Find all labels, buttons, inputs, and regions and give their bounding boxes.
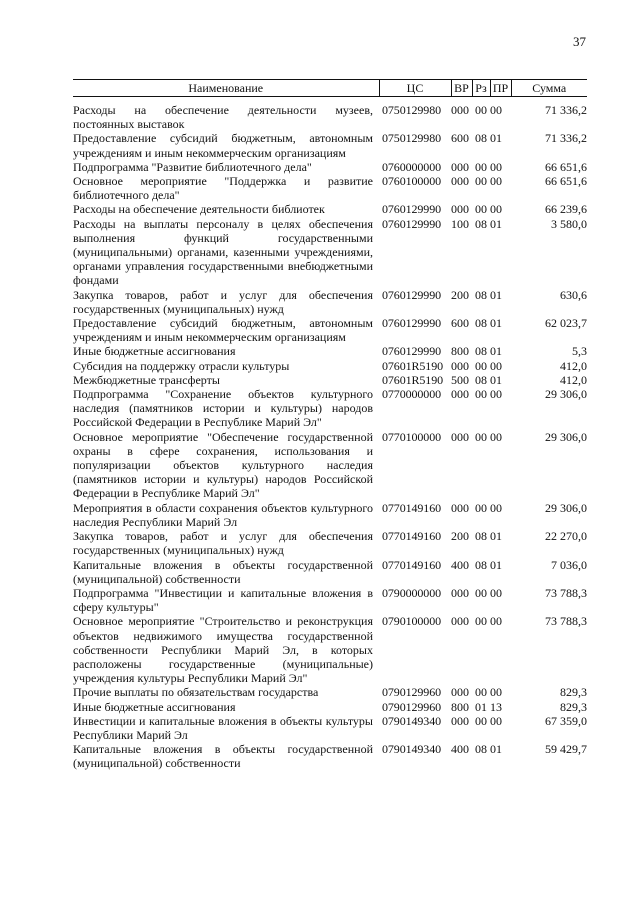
cell-vr: 500 <box>451 372 469 387</box>
cell-cs: 0760129990 <box>382 287 442 302</box>
cell-vr: 800 <box>451 344 469 359</box>
cell-sum: 62 023,7 <box>545 316 587 331</box>
cell-pr: 01 <box>490 316 502 331</box>
cell-sum: 66 239,6 <box>545 202 587 217</box>
cell-cs: 0770000000 <box>382 387 442 402</box>
cell-cs: 0760000000 <box>382 159 442 174</box>
cell-pr: 00 <box>490 685 502 700</box>
cell-pr: 00 <box>490 614 502 629</box>
cell-rz: 08 <box>475 529 487 544</box>
cell-name: Подпрограмма "Развитие библиотечного дела" <box>73 159 312 174</box>
cell-sum: 59 429,7 <box>545 742 587 757</box>
cell-sum: 73 788,3 <box>545 614 587 629</box>
header-vr: ВР <box>451 80 472 97</box>
cell-name: Основное мероприятие "Строительство и реконструкция объектов недвижимого имущества государственной собственности Республики Марий Эл, в которых расположены государственные (муниципальные) учреждения культуры Республики Марий Эл" <box>73 614 373 686</box>
cell-cs: 07601R5190 <box>382 372 444 387</box>
cell-rz: 00 <box>475 500 487 515</box>
table-row <box>73 614 587 685</box>
cell-rz: 00 <box>475 585 487 600</box>
cell-vr: 600 <box>451 316 469 331</box>
cell-cs: 0760129990 <box>382 216 442 231</box>
cell-sum: 66 651,6 <box>545 174 587 189</box>
page-number: 37 <box>573 34 586 49</box>
cell-name: Инвестиции и капитальные вложения в объекты культуры Республики Марий Эл <box>73 713 373 742</box>
cell-name: Подпрограмма "Сохранение объектов культурного наследия (памятников истории и культуры) народов Российской Федерации в Республике Марий Эл" <box>73 387 373 430</box>
table-row <box>73 288 587 316</box>
cell-sum: 3 580,0 <box>551 216 587 231</box>
cell-vr: 000 <box>451 429 469 444</box>
cell-sum: 66 651,6 <box>545 159 587 174</box>
cell-sum: 29 306,0 <box>545 387 587 402</box>
cell-cs: 0770149160 <box>382 500 442 515</box>
cell-cs: 0790149340 <box>382 713 442 728</box>
cell-vr: 000 <box>451 713 469 728</box>
cell-vr: 000 <box>451 159 469 174</box>
cell-rz: 08 <box>475 742 487 757</box>
cell-rz: 00 <box>475 358 487 373</box>
cell-name: Прочие выплаты по обязательствам государства <box>73 685 319 700</box>
cell-pr: 00 <box>490 358 502 373</box>
cell-cs: 0760129990 <box>382 316 442 331</box>
cell-pr: 00 <box>490 174 502 189</box>
header-row <box>73 80 587 97</box>
cell-name: Предоставление субсидий бюджетным, автономным учреждениям и иным некоммерческим организациям <box>73 316 373 345</box>
header-cs: ЦС <box>379 80 451 97</box>
table-row <box>73 714 587 742</box>
table-body <box>73 97 587 771</box>
cell-rz: 00 <box>475 429 487 444</box>
cell-pr: 00 <box>490 585 502 600</box>
cell-sum: 71 336,2 <box>545 103 587 117</box>
cell-name: Иные бюджетные ассигнования <box>73 699 236 714</box>
table-header <box>73 80 587 97</box>
cell-sum: 29 306,0 <box>545 429 587 444</box>
table-row <box>73 344 587 358</box>
cell-rz: 00 <box>475 685 487 700</box>
cell-rz: 08 <box>475 316 487 331</box>
cell-pr: 00 <box>490 713 502 728</box>
cell-cs: 0790000000 <box>382 585 442 600</box>
cell-sum: 29 306,0 <box>545 500 587 515</box>
cell-pr: 01 <box>490 344 502 359</box>
cell-cs: 0790100000 <box>382 614 442 629</box>
cell-pr: 01 <box>490 216 502 231</box>
cell-pr: 00 <box>490 429 502 444</box>
cell-pr: 01 <box>490 529 502 544</box>
table-row <box>73 316 587 344</box>
header-pr: ПР <box>490 80 511 97</box>
cell-vr: 000 <box>451 202 469 217</box>
budget-table-container <box>73 79 587 771</box>
cell-rz: 00 <box>475 713 487 728</box>
cell-name: Расходы на обеспечение деятельности библиотек <box>73 202 325 217</box>
cell-cs: 0770149160 <box>382 529 442 544</box>
header-rz: Рз <box>472 80 490 97</box>
cell-vr: 800 <box>451 699 469 714</box>
cell-pr: 00 <box>490 202 502 217</box>
cell-vr: 400 <box>451 557 469 572</box>
cell-name: Основное мероприятие "Обеспечение государственной охраны в сфере сохранения, использования и популяризации объектов культурного наследия (памятников истории и культуры) народов Российской Федерации в Республике Марий Эл" <box>73 429 373 501</box>
cell-sum: 412,0 <box>560 358 587 373</box>
cell-rz: 00 <box>475 202 487 217</box>
table-row <box>73 529 587 557</box>
cell-rz: 00 <box>475 174 487 189</box>
cell-pr: 01 <box>490 742 502 757</box>
cell-rz: 08 <box>475 216 487 231</box>
cell-vr: 000 <box>451 358 469 373</box>
cell-pr: 01 <box>490 287 502 302</box>
cell-rz: 08 <box>475 372 487 387</box>
table-row <box>73 558 587 586</box>
budget-table <box>73 79 587 771</box>
cell-pr: 00 <box>490 159 502 174</box>
cell-name: Расходы на обеспечение деятельности музеев, постоянных выставок <box>73 103 373 132</box>
cell-name: Субсидия на поддержку отрасли культуры <box>73 358 290 373</box>
table-row <box>73 387 587 430</box>
table-row <box>73 174 587 202</box>
cell-cs: 0790149340 <box>382 742 442 757</box>
cell-pr: 01 <box>490 557 502 572</box>
table-row <box>73 97 587 132</box>
cell-vr: 000 <box>451 500 469 515</box>
cell-vr: 600 <box>451 131 469 146</box>
cell-rz: 00 <box>475 387 487 402</box>
cell-cs: 0770100000 <box>382 429 442 444</box>
cell-cs: 0790129960 <box>382 685 442 700</box>
table-row <box>73 501 587 529</box>
table-row <box>73 131 587 159</box>
cell-cs: 0760100000 <box>382 174 442 189</box>
cell-vr: 000 <box>451 103 469 117</box>
table-row <box>73 430 587 501</box>
cell-sum: 67 359,0 <box>545 713 587 728</box>
cell-rz: 08 <box>475 344 487 359</box>
cell-rz: 08 <box>475 287 487 302</box>
cell-cs: 0760129990 <box>382 344 442 359</box>
cell-vr: 000 <box>451 387 469 402</box>
cell-pr: 13 <box>490 699 502 714</box>
header-name: Наименование <box>73 80 379 97</box>
cell-rz: 00 <box>475 159 487 174</box>
cell-vr: 000 <box>451 685 469 700</box>
cell-name: Межбюджетные трансферты <box>73 372 220 387</box>
table-row <box>73 742 587 770</box>
header-sum: Сумма <box>511 80 587 97</box>
cell-cs: 0760129990 <box>382 202 442 217</box>
cell-cs: 0790129960 <box>382 699 442 714</box>
cell-sum: 22 270,0 <box>545 529 587 544</box>
cell-pr: 00 <box>490 387 502 402</box>
cell-name: Закупка товаров, работ и услуг для обеспечения государственных (муниципальных) нужд <box>73 287 373 316</box>
cell-vr: 000 <box>451 585 469 600</box>
cell-cs: 0770149160 <box>382 557 442 572</box>
table-row <box>73 359 587 373</box>
cell-sum: 5,3 <box>572 344 587 359</box>
cell-name: Подпрограмма "Инвестиции и капитальные вложения в сферу культуры" <box>73 585 373 615</box>
table-row <box>73 700 587 714</box>
cell-vr: 400 <box>451 742 469 757</box>
cell-rz: 08 <box>475 131 487 146</box>
table-row <box>73 202 587 216</box>
cell-sum: 829,3 <box>560 699 587 714</box>
cell-pr: 00 <box>490 500 502 515</box>
cell-cs: 07601R5190 <box>382 358 444 373</box>
cell-name: Предоставление субсидий бюджетным, автономным учреждениям и иным некоммерческим организациям <box>73 131 373 160</box>
cell-vr: 200 <box>451 287 469 302</box>
cell-vr: 200 <box>451 529 469 544</box>
cell-sum: 630,6 <box>560 287 587 302</box>
table-row <box>73 373 587 387</box>
table-row <box>73 160 587 174</box>
cell-name: Иные бюджетные ассигнования <box>73 344 236 359</box>
cell-name: Расходы на выплаты персоналу в целях обеспечения выполнения функций государственными (муниципальными) органами, казенными учреждениями, органами управления государственными внебюджетными фондами <box>73 216 373 288</box>
cell-vr: 100 <box>451 216 469 231</box>
cell-sum: 412,0 <box>560 372 587 387</box>
cell-pr: 01 <box>490 372 502 387</box>
cell-name: Основное мероприятие "Поддержка и развитие библиотечного дела" <box>73 174 373 203</box>
cell-pr: 01 <box>490 131 502 146</box>
cell-sum: 829,3 <box>560 685 587 700</box>
cell-sum: 73 788,3 <box>545 585 587 600</box>
cell-sum: 7 036,0 <box>551 557 587 572</box>
cell-vr: 000 <box>451 614 469 629</box>
table-row <box>73 586 587 614</box>
cell-vr: 000 <box>451 174 469 189</box>
cell-sum: 71 336,2 <box>545 131 587 146</box>
table-row <box>73 685 587 699</box>
cell-name: Капитальные вложения в объекты государственной (муниципальной) собственности <box>73 742 373 771</box>
cell-name: Мероприятия в области сохранения объектов культурного наследия Республики Марий Эл <box>73 500 373 529</box>
cell-name: Капитальные вложения в объекты государственной (муниципальной) собственности <box>73 557 373 586</box>
cell-name: Закупка товаров, работ и услуг для обеспечения государственных (муниципальных) нужд <box>73 529 373 558</box>
cell-rz: 00 <box>475 103 487 117</box>
cell-rz: 08 <box>475 557 487 572</box>
table-row <box>73 217 587 288</box>
cell-rz: 00 <box>475 614 487 629</box>
cell-cs: 0750129980 <box>382 131 442 146</box>
cell-pr: 00 <box>490 103 502 117</box>
cell-rz: 01 <box>475 699 487 714</box>
cell-cs: 0750129980 <box>382 103 442 117</box>
